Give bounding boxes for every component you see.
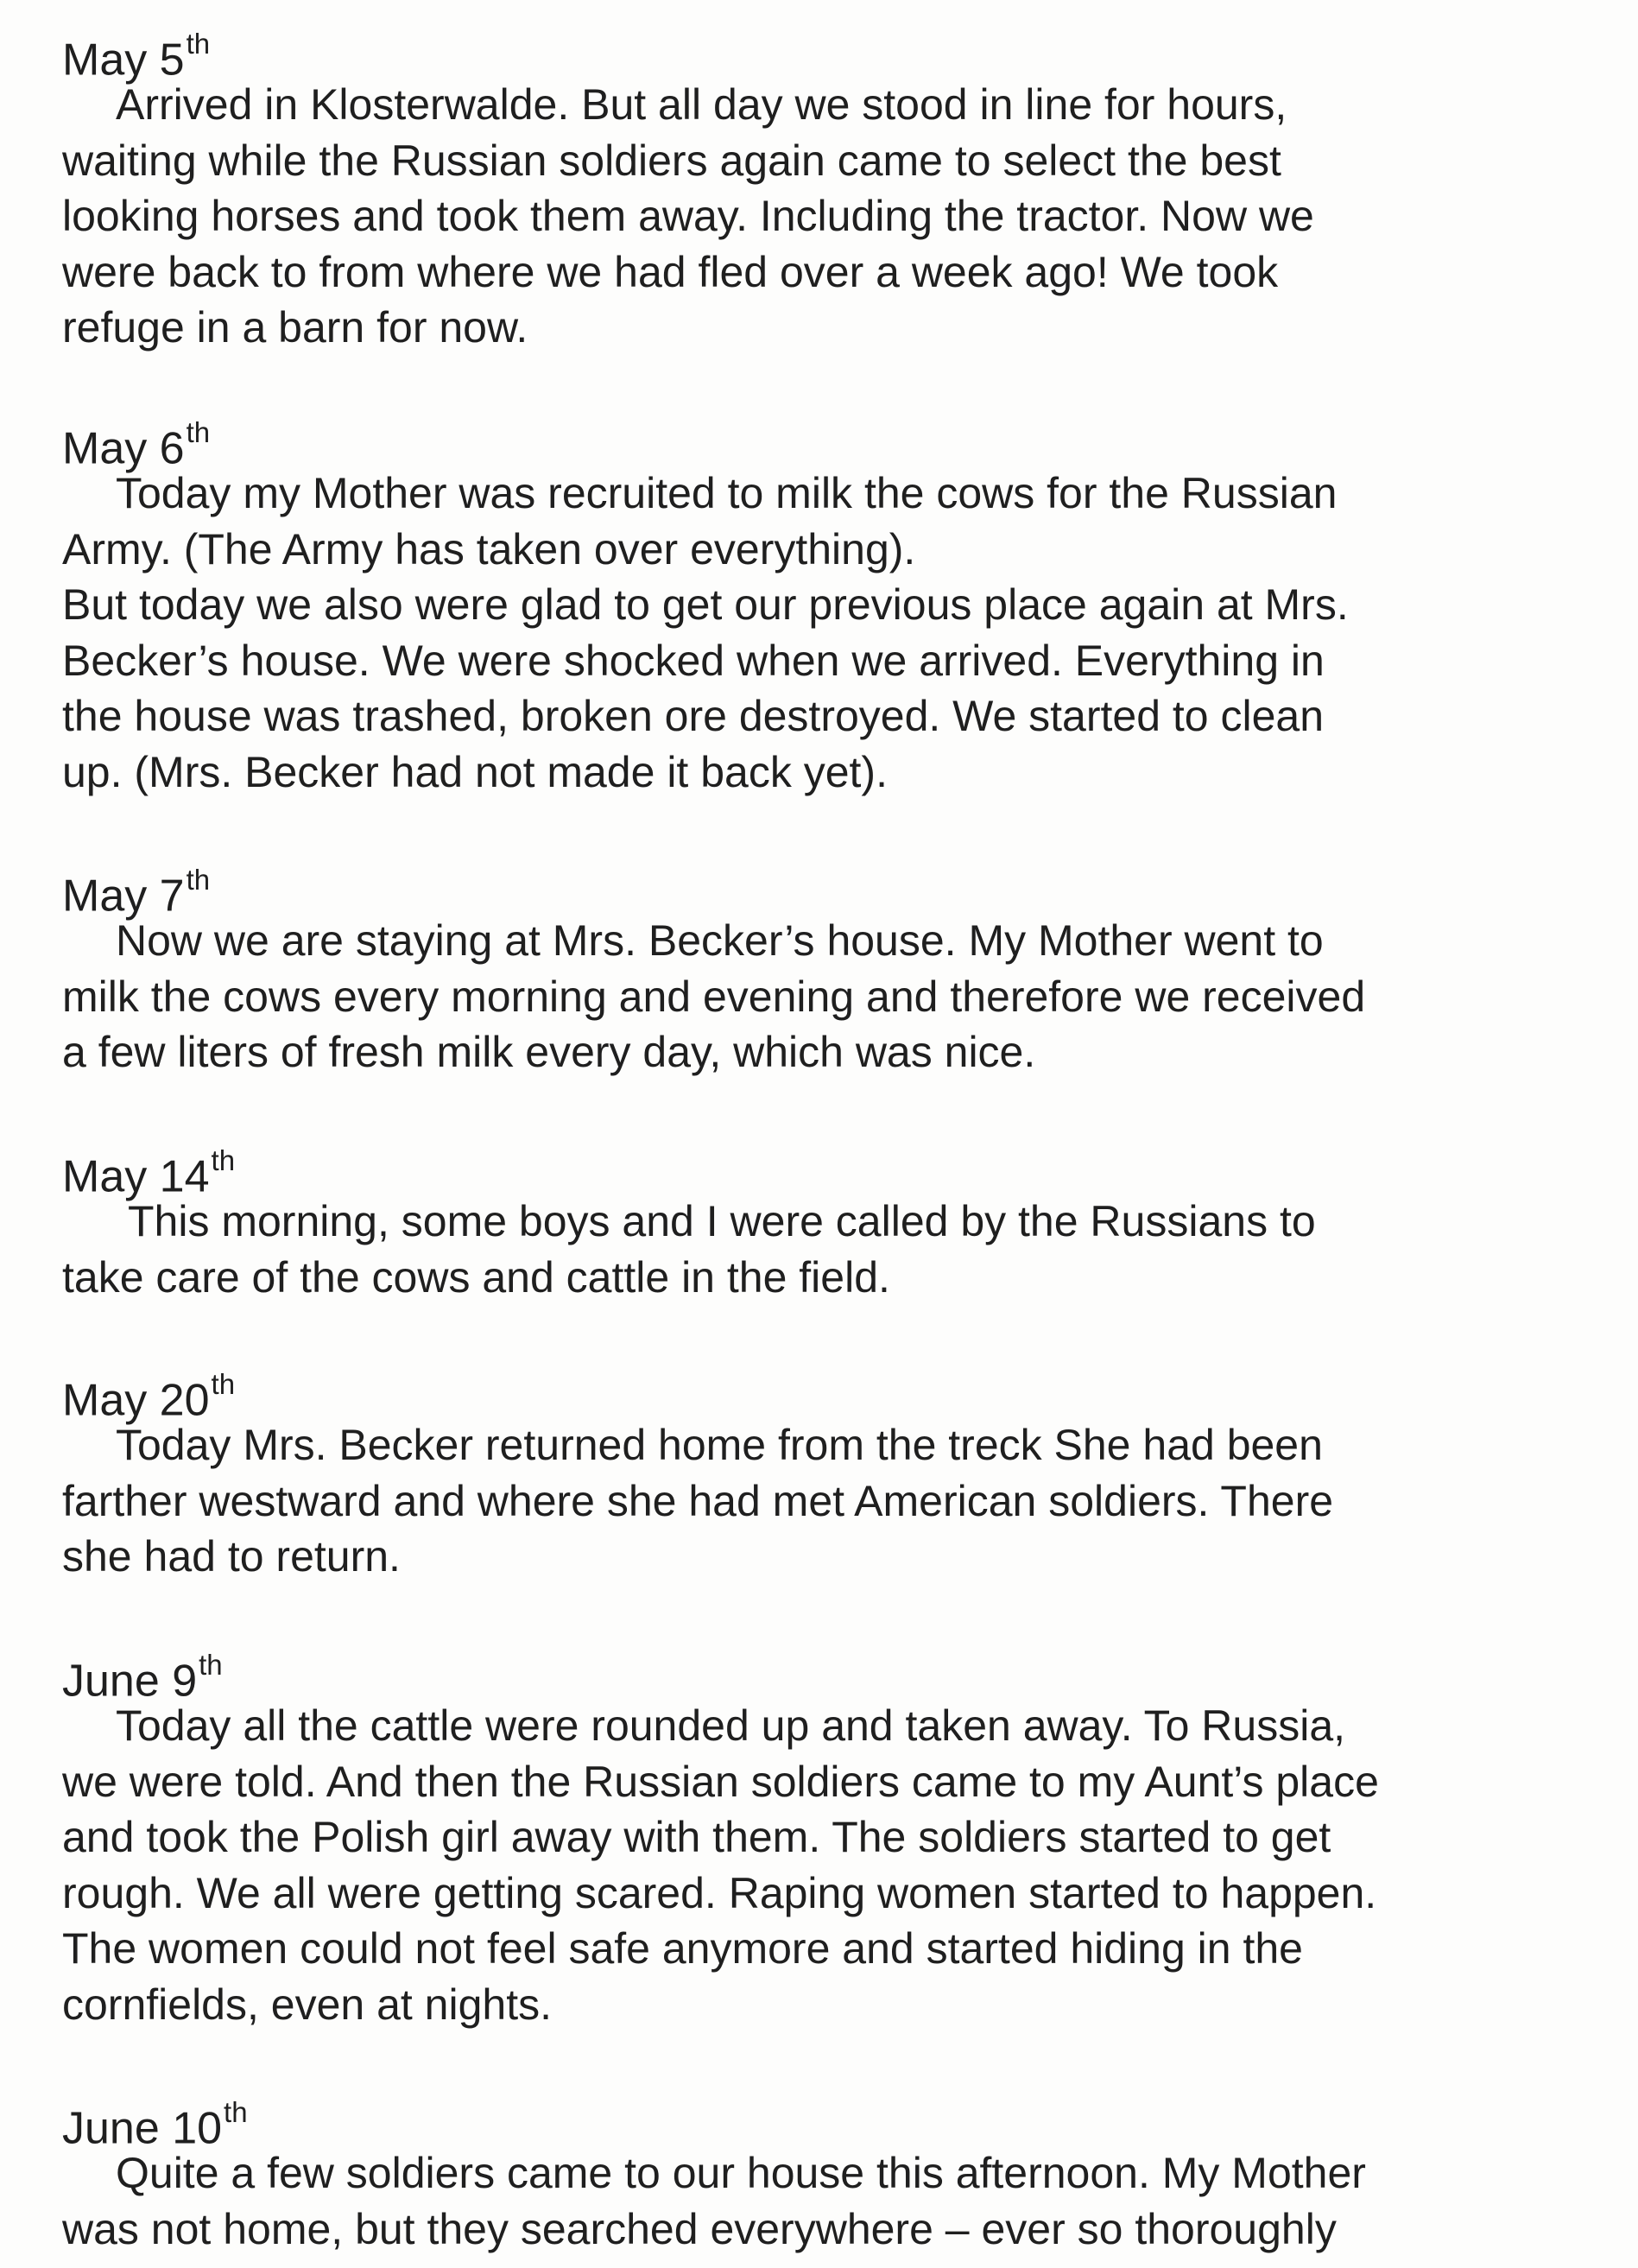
- entry-body: [62, 466, 1599, 801]
- entry-body: [62, 1194, 1599, 1305]
- entry-date-suffix: th: [186, 416, 211, 448]
- diary-entry: [62, 2090, 1599, 2257]
- entry-date-suffix: th: [186, 864, 211, 896]
- entry-body: [62, 913, 1599, 1080]
- entry-line: Today all the cattle were rounded up and taken away. To Russia,: [116, 1701, 1346, 1750]
- entry-line: refuge in a barn for now.: [62, 303, 528, 352]
- entry-date-suffix: th: [199, 1649, 223, 1681]
- entry-line: This morning, some boys and I were called by the Russians to: [128, 1197, 1316, 1245]
- entry-line: Now we are staying at Mrs. Becker’s house. My Mother went to: [116, 916, 1324, 965]
- entry-date: [62, 858, 1599, 922]
- entry-line: the house was trashed, broken ore destroyed. We started to clean: [62, 692, 1325, 741]
- diary-entry: [62, 1138, 1599, 1305]
- entry-line: Army. (The Army has taken over everything).: [62, 524, 916, 573]
- entry-line: Today Mrs. Becker returned home from the treck She had been: [116, 1421, 1323, 1469]
- entry-date-text: May 20: [62, 1375, 210, 1426]
- entry-line: milk the cows every morning and evening and therefore we received: [62, 972, 1366, 1021]
- entry-date: [62, 1643, 1599, 1707]
- entry-line: take care of the cows and cattle in the field.: [62, 1252, 890, 1302]
- entry-line: up. (Mrs. Becker had not made it back yet).: [62, 747, 888, 796]
- entry-line: waiting while the Russian soldiers again came to select the best: [62, 136, 1281, 185]
- diary-entry: [62, 858, 1599, 1080]
- entry-date: [62, 410, 1599, 474]
- entry-line: and took the Polish girl away with them. The soldiers started to get: [62, 1813, 1331, 1862]
- diary-entry: [62, 22, 1599, 356]
- entry-line: were back to from where we had fled over a week ago! We took: [62, 247, 1279, 296]
- entry-line: a few liters of fresh milk every day, which was nice.: [62, 1028, 1036, 1077]
- entry-date: [62, 2090, 1599, 2154]
- entry-date-suffix: th: [224, 2096, 248, 2128]
- entry-date-text: May 14: [62, 1151, 210, 1202]
- entry-date-text: May 5: [62, 35, 185, 86]
- entry-date-text: June 9: [62, 1656, 198, 1707]
- entry-line: But today we also were glad to get our previous place again at Mrs.: [62, 580, 1349, 630]
- entry-line: was not home, but they searched everywhere – ever so thoroughly: [62, 2204, 1337, 2253]
- diary-entry: [62, 1643, 1599, 2033]
- entry-line: Today my Mother was recruited to milk the cows for the Russian: [116, 469, 1338, 517]
- entry-date: [62, 1138, 1599, 1202]
- entry-line: farther westward and where she had met American soldiers. There: [62, 1476, 1334, 1525]
- entry-line: Arrived in Klosterwalde. But all day we stood in line for hours,: [116, 80, 1287, 129]
- entry-date-text: May 7: [62, 871, 185, 922]
- entry-line: Becker’s house. We were shocked when we arrived. Everything in: [62, 636, 1325, 685]
- entry-date: [62, 1362, 1599, 1426]
- entry-line: we were told. And then the Russian soldiers came to my Aunt’s place: [62, 1757, 1379, 1806]
- diary-entry: [62, 410, 1599, 801]
- entry-date-text: May 6: [62, 423, 185, 474]
- entry-line: rough. We all were getting scared. Raping women started to happen.: [62, 1868, 1377, 1917]
- entry-line: Quite a few soldiers came to our house this afternoon. My Mother: [116, 2149, 1366, 2197]
- entry-line: cornfields, even at nights.: [62, 1980, 552, 2029]
- entry-date: [62, 22, 1599, 86]
- entry-date-suffix: th: [211, 1368, 236, 1400]
- entry-body: [62, 1698, 1599, 2033]
- entry-date-suffix: th: [186, 28, 211, 60]
- entry-body: [62, 77, 1599, 356]
- entry-line: looking horses and took them away. Including the tractor. Now we: [62, 192, 1314, 241]
- entry-body: [62, 2145, 1599, 2257]
- diary-entry: [62, 1362, 1599, 1585]
- entry-line: she had to return.: [62, 1532, 401, 1581]
- entry-line: The women could not feel safe anymore and started hiding in the: [62, 1924, 1303, 1973]
- entry-date-text: June 10: [62, 2103, 223, 2154]
- entry-body: [62, 1417, 1599, 1585]
- entry-date-suffix: th: [211, 1144, 236, 1176]
